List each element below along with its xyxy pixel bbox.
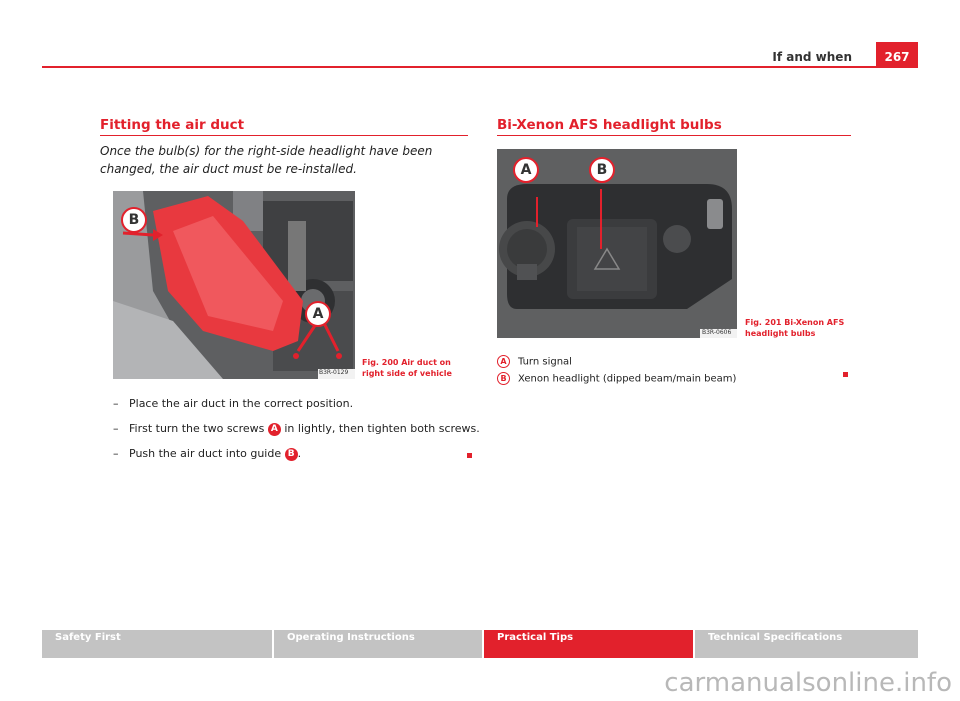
figure-code: B3R-0129 <box>319 369 349 376</box>
legend-key: A <box>497 355 510 368</box>
footer-tab-technical-specifications[interactable]: Technical Specifications <box>695 630 918 658</box>
label-b-callout: B <box>589 157 615 183</box>
intro-text: Once the bulb(s) for the right-side headlight have been changed, the air duct must be re-installed. <box>100 144 433 176</box>
air-duct-figure <box>113 191 355 379</box>
right-heading-rule <box>497 135 851 136</box>
page-number: 267 <box>876 42 918 68</box>
figure-200-caption <box>362 357 452 379</box>
legend-text: Turn signal <box>518 356 572 368</box>
step-3 <box>113 447 483 461</box>
step-text: in lightly, then tighten both screws. <box>284 422 480 435</box>
figure-201-caption <box>745 317 844 339</box>
caption-line: right side of vehicle <box>362 369 452 378</box>
step-text: Place the air duct in the correct position. <box>129 397 354 410</box>
caption-line: Fig. 201 Bi-Xenon AFS <box>745 318 845 327</box>
footer-tab-practical-tips[interactable]: Practical Tips <box>484 630 693 658</box>
left-heading-rule <box>100 135 468 136</box>
caption-line: headlight bulbs <box>745 329 816 338</box>
step-1 <box>113 397 483 411</box>
step-text: Push the air duct into guide <box>129 447 282 460</box>
figure-code: B3R-0606 <box>702 329 732 336</box>
step-text: First turn the two screws <box>129 422 265 435</box>
section-end-mark <box>467 453 472 458</box>
label-b-callout: B <box>121 207 147 233</box>
legend-key: B <box>497 372 510 385</box>
badge-b: B <box>285 448 298 461</box>
label-a-callout: A <box>305 301 331 327</box>
section-end-mark <box>843 372 848 377</box>
footer-tab-safety-first[interactable]: Safety First <box>42 630 272 658</box>
step-dash: – <box>113 422 119 435</box>
caption-line: Fig. 200 Air duct on <box>362 358 451 367</box>
headlight-figure <box>497 149 737 338</box>
badge-a: A <box>268 423 281 436</box>
watermark: carmanualsonline.info <box>664 668 952 698</box>
legend-item-b <box>497 372 736 385</box>
air-duct-illustration <box>113 191 355 379</box>
label-a-callout: A <box>513 157 539 183</box>
right-heading: Bi-Xenon AFS headlight bulbs <box>497 117 722 133</box>
step-text: . <box>297 447 302 460</box>
legend-item-a <box>497 355 572 368</box>
step-dash: – <box>113 397 119 410</box>
step-dash: – <box>113 447 119 460</box>
running-header: If and when <box>772 50 852 64</box>
header-rule <box>42 66 918 68</box>
legend-text: Xenon headlight (dipped beam/main beam) <box>518 373 737 385</box>
step-2 <box>113 422 483 436</box>
footer-tab-operating-instructions[interactable]: Operating Instructions <box>274 630 482 658</box>
left-heading: Fitting the air duct <box>100 117 245 133</box>
